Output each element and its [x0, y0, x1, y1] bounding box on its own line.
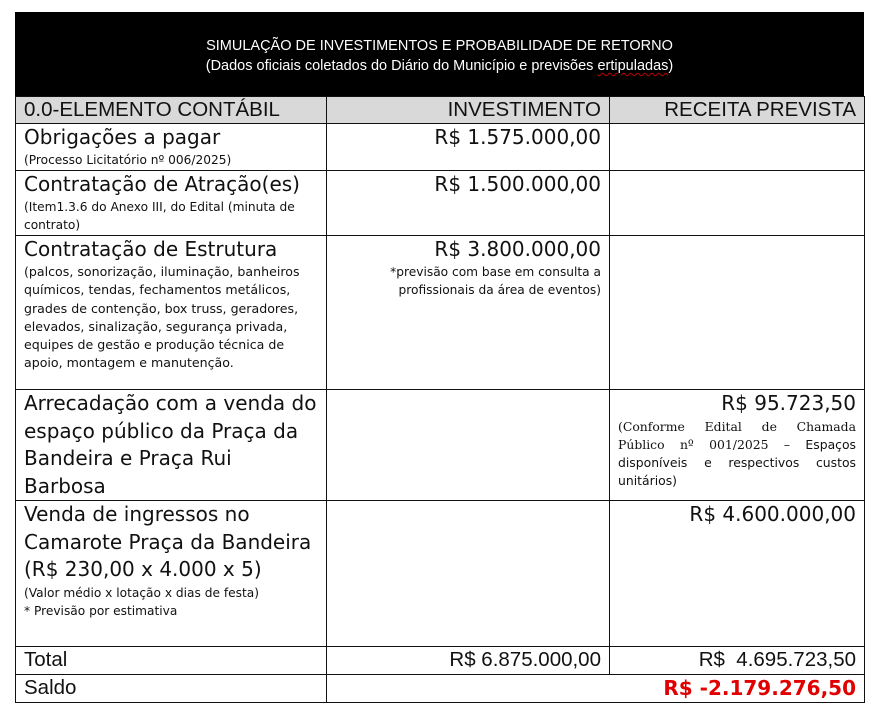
- revenue-note: [618, 418, 856, 490]
- total-investment: R$ 6.875.000,00: [327, 647, 610, 675]
- element-name: Arrecadação com a venda do espaço público da Praça da Bandeira e Praça Rui Barbosa: [24, 391, 317, 498]
- table-row: [16, 501, 865, 647]
- revenue-cell: [610, 501, 865, 647]
- investment-cell: [327, 236, 610, 390]
- total-row: [16, 647, 865, 675]
- element-note-estimate: * Previsão por estimativa: [24, 603, 178, 618]
- investment-value: R$ 1.500.000,00: [434, 172, 601, 196]
- revenue-value: R$ 95.723,50: [721, 391, 856, 415]
- total-revenue: R$ 4.695.723,50: [610, 647, 865, 675]
- saldo-value: R$ -2.179.276,50: [327, 675, 865, 703]
- table-row: [16, 236, 865, 390]
- investment-note: *previsão com base em consulta a profissionais da área de eventos): [390, 265, 601, 297]
- element-cell: [16, 171, 327, 236]
- table-row: [16, 171, 865, 236]
- element-formula: (R$ 230,00 x 4.000 x 5): [24, 557, 262, 581]
- element-name: Venda de ingressos no Camarote Praça da Bandeira: [24, 502, 312, 554]
- table-header-row: [16, 97, 865, 124]
- revenue-note-part-b: Espaços disponíveis e respectivos custos unitários): [618, 436, 857, 488]
- investment-table: [15, 96, 865, 703]
- saldo-row: [16, 675, 865, 703]
- banner-subtitle-close: ): [668, 58, 674, 74]
- header-element: 0.0-ELEMENTO CONTÁBIL: [16, 97, 327, 124]
- element-cell: [16, 236, 327, 390]
- element-note: (Item1.3.6 do Anexo III, do Edital (minuta de contrato): [24, 200, 295, 232]
- revenue-cell: [610, 236, 865, 390]
- header-investment: INVESTIMENTO: [327, 97, 610, 124]
- element-cell: [16, 390, 327, 501]
- title-banner: [15, 12, 864, 96]
- element-name: Obrigações a pagar: [24, 125, 221, 149]
- investment-cell: [327, 171, 610, 236]
- element-cell: [16, 124, 327, 171]
- saldo-label: Saldo: [16, 675, 327, 703]
- total-label: Total: [16, 647, 327, 675]
- element-name: Contratação de Estrutura: [24, 237, 278, 261]
- element-note: (Processo Licitatório nº 006/2025): [24, 153, 232, 167]
- element-cell: [16, 501, 327, 647]
- banner-title: SIMULAÇÃO DE INVESTIMENTOS E PROBABILIDADE DE RETORNO: [206, 38, 673, 54]
- revenue-cell: [610, 124, 865, 171]
- table-row: [16, 390, 865, 501]
- revenue-cell: [610, 171, 865, 236]
- investment-value: R$ 1.575.000,00: [434, 125, 601, 149]
- header-revenue: RECEITA PREVISTA: [610, 97, 865, 124]
- investment-value: R$ 3.800.000,00: [434, 237, 601, 261]
- revenue-note-part-a: (Conforme Edital de Chamada Público nº 001/2025 –: [618, 418, 856, 452]
- investment-cell: [327, 390, 610, 501]
- revenue-cell: [610, 390, 865, 501]
- investment-simulation-sheet: [15, 12, 864, 703]
- element-note: (palcos, sonorização, iluminação, banheiros químicos, tendas, fechamentos metálicos, grades de contenção, box truss, geradores, elevados, sinalização, segurança privada, equipes de gestão e produção técnica de apoio, montagem e manutenção.: [24, 264, 300, 371]
- element-note: (Valor médio x lotação x dias de festa): [24, 585, 259, 600]
- investment-cell: [327, 501, 610, 647]
- banner-subtitle-text: (Dados oficiais coletados do Diário do Município e previsões: [205, 58, 598, 74]
- banner-subtitle: [15, 56, 864, 76]
- element-name: Contratação de Atração(es): [24, 172, 300, 196]
- table-row: [16, 124, 865, 171]
- revenue-value: R$ 4.600.000,00: [689, 502, 856, 526]
- investment-cell: [327, 124, 610, 171]
- misspelled-word: ertipuladas: [597, 58, 669, 74]
